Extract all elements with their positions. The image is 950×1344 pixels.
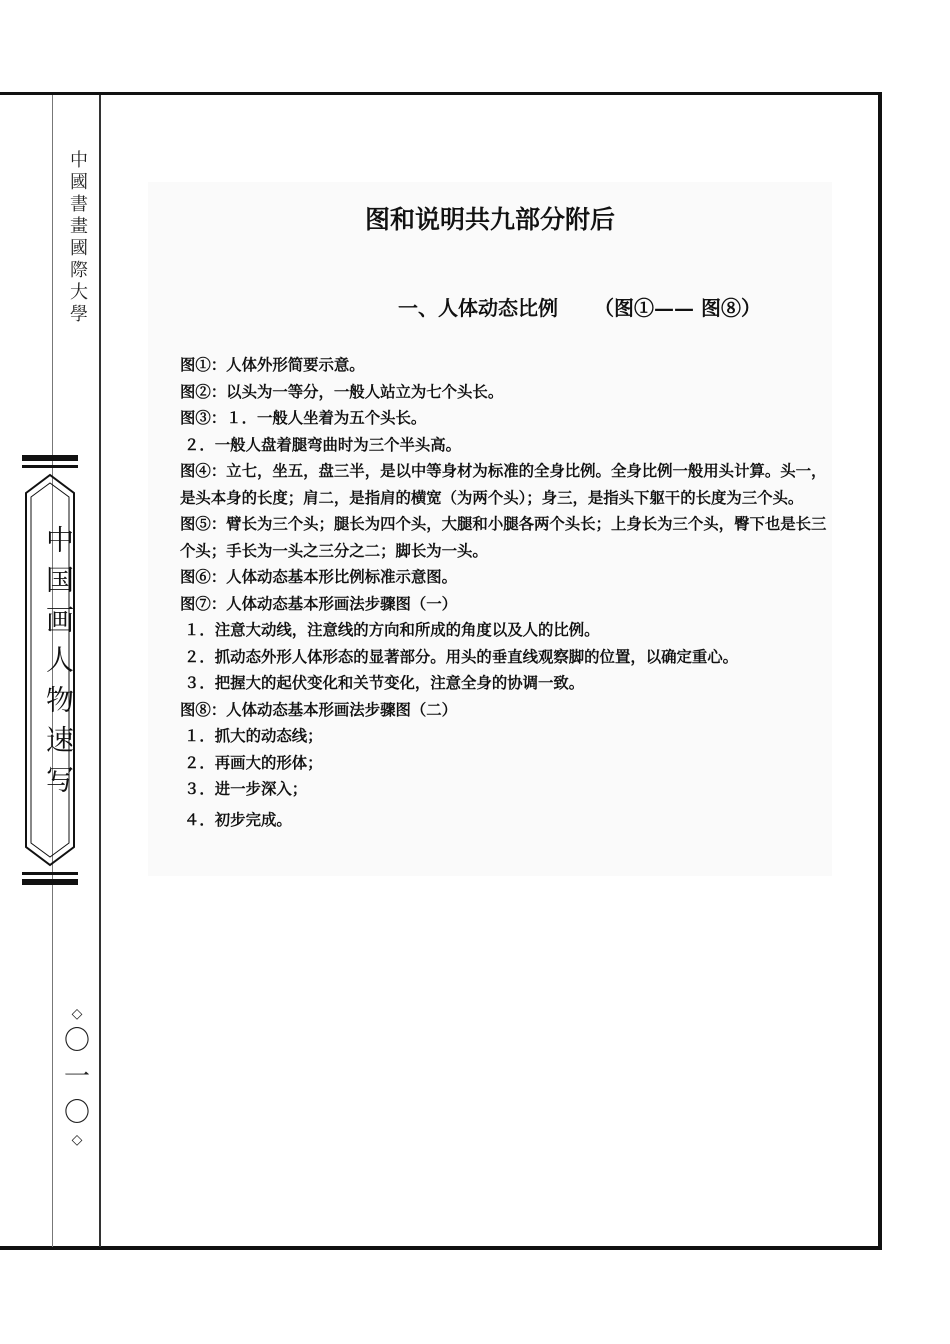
page-title: 图和说明共九部分附后: [364, 205, 615, 234]
page-number: [64, 1005, 90, 1149]
paragraph: 图③：１．一般人坐着为五个头长。: [180, 409, 427, 427]
diamond-icon: ◇: [71, 1132, 83, 1148]
section-heading: [398, 292, 761, 321]
paragraph: 图②：以头为一等分，一般人站立为七个头长。: [180, 382, 504, 401]
banner-bar: [22, 465, 78, 468]
list-item: ４．初步完成。: [184, 810, 292, 829]
list-item: １．抓大的动态线；: [184, 727, 323, 745]
paragraph: 图①：人体外形简要示意。: [180, 356, 365, 374]
paragraph: 图⑧：人体动态基本形画法步骤图（二）: [180, 700, 458, 719]
section-range: （图①—— 图⑧）: [594, 296, 761, 320]
list-item: ３．把握大的起伏变化和关节变化，注意全身的协调一致。: [184, 674, 585, 692]
paragraph: 图⑤：臂长为三个头；腿长为四个头，大腿和小腿各两个头长；上身长为三个头，臀下也是长三个头；手长为一头之三分之二；脚长为一头。: [180, 515, 827, 560]
list-item: ２．再画大的形体；: [184, 753, 323, 772]
banner-bar: [22, 879, 78, 885]
paragraph: 图⑦：人体动态基本形画法步骤图（一）: [180, 594, 458, 613]
spine-divider: [99, 95, 101, 1247]
paragraph: 图④：立七，坐五，盘三半，是以中等身材为标准的全身比例。全身比例一般用头计算。头一，是头本身的长度；肩二，是指肩的横宽（为两个头）；身三，是指头下躯干的长度为三个头。: [180, 462, 827, 507]
page-digit: 一: [64, 1062, 91, 1092]
paragraph: ２．一般人盘着腿弯曲时为三个半头高。: [184, 435, 462, 454]
list-item: ３．进一步深入；: [184, 780, 308, 798]
list-item: １．注意大动线，注意线的方向和所成的角度以及人的比例。: [184, 621, 600, 639]
page-digit: 〇: [64, 1098, 91, 1128]
banner-bar: [22, 872, 78, 875]
diamond-icon: ◇: [71, 1006, 83, 1022]
page-digit: 〇: [64, 1026, 91, 1056]
paragraph: 图⑥：人体动态基本形比例标准示意图。: [180, 568, 458, 586]
list-item: ２．抓动态外形人体形态的显著部分。用头的垂直线观察脚的位置，以确定重心。: [184, 647, 739, 666]
book-title: 中国画人物速写: [42, 525, 75, 805]
section-title: 一、人体动态比例: [398, 296, 558, 320]
university-name: 中國書畫國際大學: [67, 150, 88, 326]
body-text: [148, 352, 838, 833]
banner-bar: [22, 455, 78, 461]
